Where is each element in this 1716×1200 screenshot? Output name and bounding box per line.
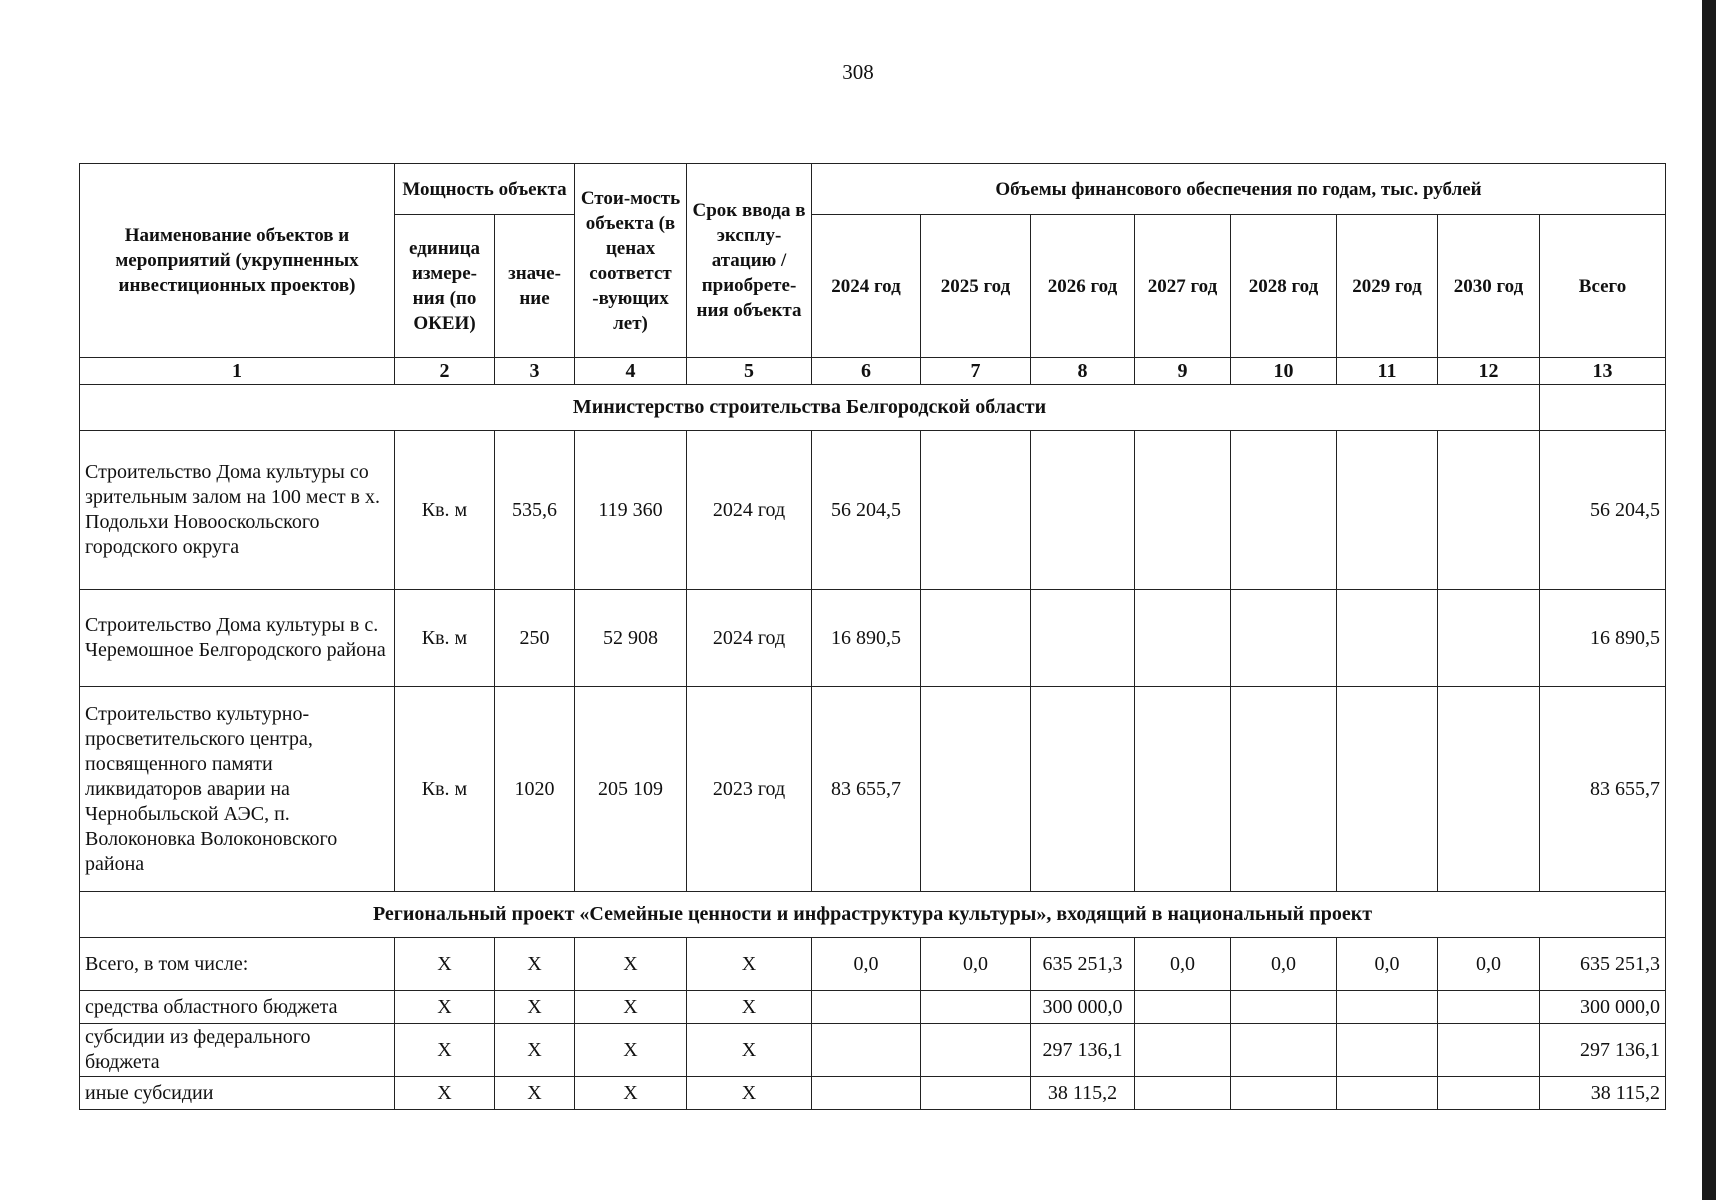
header-total: Всего [1540, 215, 1666, 358]
table-row [80, 1077, 1666, 1110]
year-2024-cell: 0,0 [812, 938, 921, 991]
header-year-2029: 2029 год [1337, 215, 1438, 358]
year-2024-cell [812, 991, 921, 1024]
term-cell: Х [687, 991, 812, 1024]
column-numbers-row [80, 358, 1666, 385]
column-number: 2 [395, 358, 495, 385]
total-cell: 300 000,0 [1540, 991, 1666, 1024]
year-2025-cell [921, 687, 1031, 892]
header-unit: единица измере-ния (по ОКЕИ) [395, 215, 495, 358]
table-row [80, 938, 1666, 991]
header-capacity: Мощность объекта [395, 164, 575, 215]
column-number: 5 [687, 358, 812, 385]
value-cell: Х [495, 938, 575, 991]
year-2025-cell [921, 1077, 1031, 1110]
total-cell: 297 136,1 [1540, 1024, 1666, 1077]
header-term: Срок ввода в эксплу-атацию / приобрете-ния объекта [687, 164, 812, 358]
table-row [80, 590, 1666, 687]
cost-cell: Х [575, 1024, 687, 1077]
funding-row-name: Всего, в том числе: [80, 938, 395, 991]
term-cell: 2023 год [687, 687, 812, 892]
table-row [80, 1024, 1666, 1077]
year-2024-cell: 83 655,7 [812, 687, 921, 892]
unit-cell: Кв. м [395, 590, 495, 687]
year-2030-cell [1438, 431, 1540, 590]
header-value: значе-ние [495, 215, 575, 358]
value-cell: 535,6 [495, 431, 575, 590]
unit-cell: Кв. м [395, 687, 495, 892]
page-number: 308 [842, 60, 874, 84]
year-2028-cell [1231, 1024, 1337, 1077]
year-2027-cell [1135, 1077, 1231, 1110]
year-2029-cell [1337, 1024, 1438, 1077]
total-cell: 38 115,2 [1540, 1077, 1666, 1110]
year-2024-cell [812, 1077, 921, 1110]
unit-cell: Х [395, 1077, 495, 1110]
year-2029-cell [1337, 1077, 1438, 1110]
value-cell: Х [495, 1024, 575, 1077]
value-cell: 1020 [495, 687, 575, 892]
section-row-ministry [80, 385, 1666, 431]
year-2024-cell [812, 1024, 921, 1077]
year-2027-cell: 0,0 [1135, 938, 1231, 991]
header-row-1 [80, 164, 1666, 215]
year-2027-cell [1135, 431, 1231, 590]
total-cell: 83 655,7 [1540, 687, 1666, 892]
table-row [80, 431, 1666, 590]
column-number: 10 [1231, 358, 1337, 385]
column-number: 4 [575, 358, 687, 385]
year-2028-cell [1231, 1077, 1337, 1110]
unit-cell: Х [395, 991, 495, 1024]
section-empty-cell [1540, 385, 1666, 431]
year-2027-cell [1135, 590, 1231, 687]
object-name: Строительство Дома культуры в с. Черемошное Белгородского района [80, 590, 395, 687]
year-2025-cell [921, 1024, 1031, 1077]
year-2029-cell [1337, 991, 1438, 1024]
year-2030-cell [1438, 1077, 1540, 1110]
column-number: 3 [495, 358, 575, 385]
unit-cell: Кв. м [395, 431, 495, 590]
section-title-regional-project: Региональный проект «Семейные ценности и инфраструктура культуры», входящий в национальный проект [80, 892, 1666, 938]
term-cell: 2024 год [687, 590, 812, 687]
year-2026-cell: 300 000,0 [1031, 991, 1135, 1024]
year-2025-cell [921, 991, 1031, 1024]
year-2026-cell: 38 115,2 [1031, 1077, 1135, 1110]
header-year-2024: 2024 год [812, 215, 921, 358]
year-2029-cell: 0,0 [1337, 938, 1438, 991]
year-2030-cell [1438, 1024, 1540, 1077]
year-2030-cell [1438, 991, 1540, 1024]
cost-cell: 205 109 [575, 687, 687, 892]
year-2030-cell: 0,0 [1438, 938, 1540, 991]
column-number: 13 [1540, 358, 1666, 385]
header-cost: Стои-мость объекта (в ценах соответст -вующих лет) [575, 164, 687, 358]
header-object-name: Наименование объектов и мероприятий (укрупненных инвестиционных проектов) [80, 164, 395, 358]
column-number: 1 [80, 358, 395, 385]
section-title-ministry: Министерство строительства Белгородской области [80, 385, 1540, 431]
column-number: 7 [921, 358, 1031, 385]
cost-cell: Х [575, 938, 687, 991]
year-2024-cell: 56 204,5 [812, 431, 921, 590]
year-2026-cell [1031, 687, 1135, 892]
column-number: 11 [1337, 358, 1438, 385]
funding-row-name: субсидии из федерального бюджета [80, 1024, 395, 1077]
year-2030-cell [1438, 687, 1540, 892]
column-number: 12 [1438, 358, 1540, 385]
value-cell: 250 [495, 590, 575, 687]
term-cell: Х [687, 1077, 812, 1110]
header-year-2025: 2025 год [921, 215, 1031, 358]
header-year-2027: 2027 год [1135, 215, 1231, 358]
term-cell: 2024 год [687, 431, 812, 590]
year-2027-cell [1135, 991, 1231, 1024]
object-name: Строительство культурно-просветительского центра, посвященного памяти ликвидаторов аварии на Чернобыльской АЭС, п. Волоконовка Волоконовского района [80, 687, 395, 892]
cost-cell: Х [575, 991, 687, 1024]
column-number: 8 [1031, 358, 1135, 385]
investment-projects-table [79, 163, 1666, 1110]
header-finance-volumes: Объемы финансового обеспечения по годам, тыс. рублей [812, 164, 1666, 215]
term-cell: Х [687, 1024, 812, 1077]
year-2027-cell [1135, 1024, 1231, 1077]
year-2029-cell [1337, 687, 1438, 892]
header-year-2026: 2026 год [1031, 215, 1135, 358]
year-2028-cell: 0,0 [1231, 938, 1337, 991]
year-2026-cell: 635 251,3 [1031, 938, 1135, 991]
cost-cell: 52 908 [575, 590, 687, 687]
header-year-2028: 2028 год [1231, 215, 1337, 358]
year-2027-cell [1135, 687, 1231, 892]
year-2028-cell [1231, 431, 1337, 590]
term-cell: Х [687, 938, 812, 991]
value-cell: Х [495, 991, 575, 1024]
year-2030-cell [1438, 590, 1540, 687]
year-2025-cell: 0,0 [921, 938, 1031, 991]
table-row [80, 687, 1666, 892]
total-cell: 56 204,5 [1540, 431, 1666, 590]
year-2026-cell [1031, 590, 1135, 687]
year-2024-cell: 16 890,5 [812, 590, 921, 687]
year-2025-cell [921, 431, 1031, 590]
section-row-regional-project [80, 892, 1666, 938]
cost-cell: 119 360 [575, 431, 687, 590]
header-year-2030: 2030 год [1438, 215, 1540, 358]
column-number: 9 [1135, 358, 1231, 385]
object-name: Строительство Дома культуры со зрительным залом на 100 мест в х. Подольхи Новооскольского городского округа [80, 431, 395, 590]
year-2026-cell: 297 136,1 [1031, 1024, 1135, 1077]
unit-cell: Х [395, 1024, 495, 1077]
year-2028-cell [1231, 991, 1337, 1024]
value-cell: Х [495, 1077, 575, 1110]
total-cell: 16 890,5 [1540, 590, 1666, 687]
cost-cell: Х [575, 1077, 687, 1110]
table-row [80, 991, 1666, 1024]
page-edge-shadow [1702, 0, 1716, 1200]
year-2028-cell [1231, 590, 1337, 687]
year-2028-cell [1231, 687, 1337, 892]
total-cell: 635 251,3 [1540, 938, 1666, 991]
funding-row-name: иные субсидии [80, 1077, 395, 1110]
column-number: 6 [812, 358, 921, 385]
unit-cell: Х [395, 938, 495, 991]
year-2025-cell [921, 590, 1031, 687]
year-2029-cell [1337, 431, 1438, 590]
year-2026-cell [1031, 431, 1135, 590]
funding-row-name: средства областного бюджета [80, 991, 395, 1024]
year-2029-cell [1337, 590, 1438, 687]
